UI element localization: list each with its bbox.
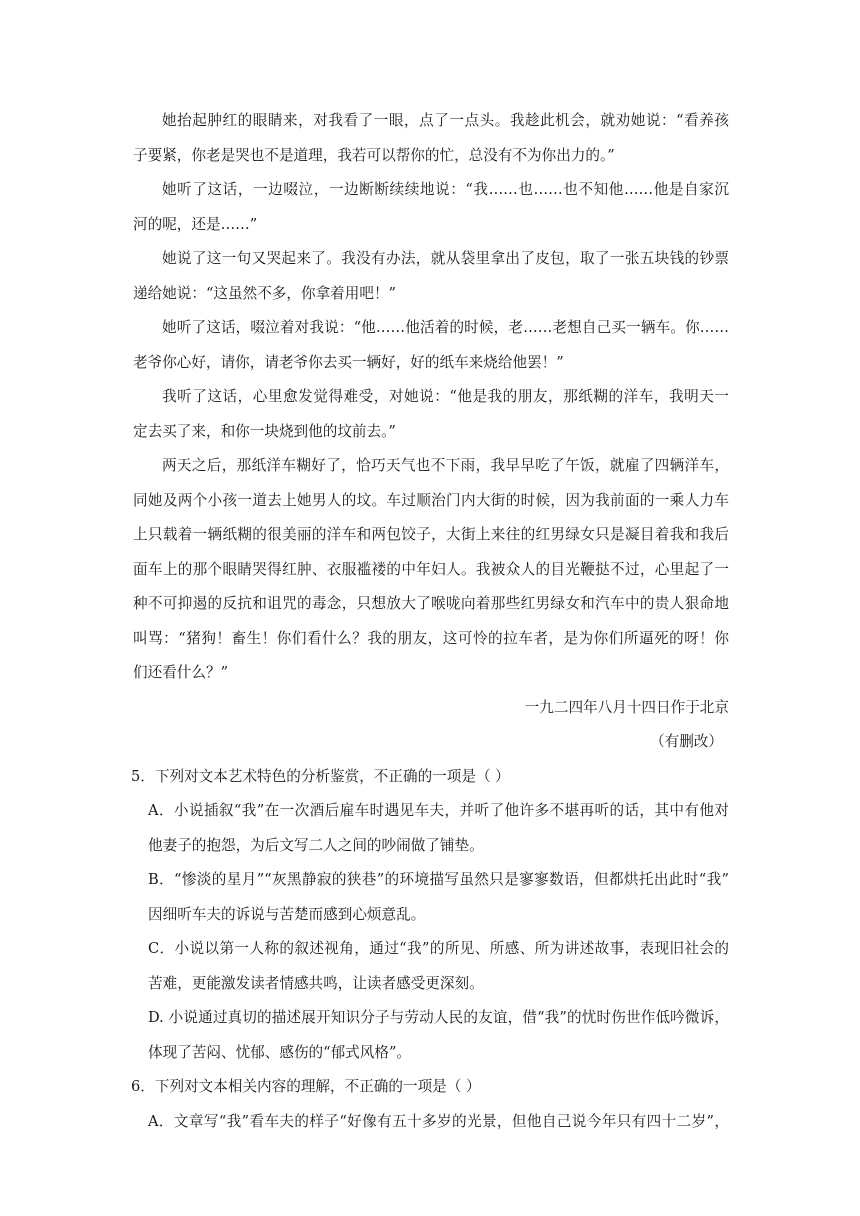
text-line: 叫骂：“猪狗！畜生！你们看什么？我的朋友，这可怜的拉车者，是为你们所逼死的呀！你 <box>133 629 729 647</box>
text-line: 同她及两个小孩一道去上她男人的坟。车过顺治门内大街的时候，因为我前面的一乘人力车 <box>133 491 729 509</box>
text-line: 她说了这一句又哭起来了。我没有办法，就从袋里拿出了皮包，取了一张五块钱的钞票 <box>162 250 729 267</box>
option-c-cont: 苦难，更能激发读者情感共鸣，让读者感受更深刻。 <box>148 974 484 992</box>
paragraph <box>133 311 729 380</box>
paragraph <box>133 380 729 449</box>
text-line: 递给她说：“这虽然不多，你拿着用吧！” <box>133 284 397 302</box>
option-d-cont: 体现了苦闷、忧郁、感伤的“郁式风格”。 <box>148 1043 412 1061</box>
question-stem: 5．下列对文本艺术特色的分析鉴赏，不正确的一项是（ ） <box>131 767 510 785</box>
option-c: C．小说以第一人称的叙述视角，通过“我”的所见、所感、所为讲述故事，表现旧社会的 <box>148 940 729 957</box>
text-line: 面车上的那个眼睛哭得红肿、衣服褴褛的中年妇人。我被众人的目光鞭挞不过，心里起了一 <box>133 560 729 578</box>
option-a-cont: 他妻子的抱怨，为后文写二人之间的吵闹做了铺垫。 <box>148 836 484 854</box>
text-line: 定去买了来，和你一块烧到他的坟前去。” <box>133 422 396 440</box>
document-page <box>133 104 729 1139</box>
text-line: 她抬起肿红的眼睛来，对我看了一眼，点了一点头。我趁此机会，就劝她说：“看养孩 <box>162 112 729 129</box>
option-b-cont: 因细听车夫的诉说与苦楚而感到心烦意乱。 <box>148 905 426 923</box>
paragraph <box>133 173 729 242</box>
question-5 <box>133 760 729 1071</box>
date-line: 一九二四年八月十四日作于北京 <box>524 698 729 716</box>
paragraph <box>133 449 729 691</box>
text-line: 她听了这话，啜泣着对我说：“他……他活着的时候，老……老想自己买一辆车。你…… <box>162 319 729 336</box>
option-d: D. 小说通过真切的描述展开知识分子与劳动人民的友谊，借“我”的忧时伤世作低吟微诉， <box>148 1009 729 1026</box>
question-stem: 6．下列对文本相关内容的理解，不正确的一项是（ ） <box>131 1078 481 1095</box>
paragraph <box>133 242 729 311</box>
revision-note: （有删改） <box>650 733 723 750</box>
text-line: 老爷你心好，请你，请老爷你去买一辆好，好的纸车来烧给他罢！” <box>133 353 564 371</box>
option-a: A．文章写“我”看车夫的样子“好像有五十多岁的光景，但他自己说今年只有四十二岁”， <box>148 1112 729 1130</box>
text-line: 两天之后，那纸洋车糊好了，恰巧天气也不下雨，我早早吃了午饭，就雇了四辆洋车， <box>162 457 729 474</box>
option-b: B．“惨淡的星月”“灰黑静寂的狭巷”的环境描写虽然只是寥寥数语，但都烘托出此时“我” <box>148 871 729 888</box>
question-6 <box>133 1070 729 1139</box>
option-a: A．小说插叙“我”在一次酒后雇车时遇见车夫，并听了他许多不堪再听的话，其中有他对 <box>148 802 729 819</box>
text-line: 我听了这话，心里愈发觉得难受，对她说：“他是我的朋友，那纸糊的洋车，我明天一 <box>162 388 729 405</box>
text-line: 河的呢，还是……” <box>133 215 258 233</box>
text-line: 她听了这话，一边啜泣，一边断断续续地说：“我……也……也不知他……他是自家沉 <box>162 181 729 198</box>
paragraph <box>133 104 729 173</box>
text-line: 上只载着一辆纸糊的很美丽的洋车和两包饺子，大街上来往的红男绿女只是凝目着我和我后 <box>133 526 729 543</box>
text-line: 种不可抑遏的反抗和诅咒的毒念，只想放大了喉咙向着那些红男绿女和汽车中的贵人狠命地 <box>133 595 729 612</box>
text-line: 子要紧，你老是哭也不是道理，我若可以帮你的忙，总没有不为你出力的。” <box>133 146 615 164</box>
text-line: 们还看什么？” <box>133 664 229 681</box>
